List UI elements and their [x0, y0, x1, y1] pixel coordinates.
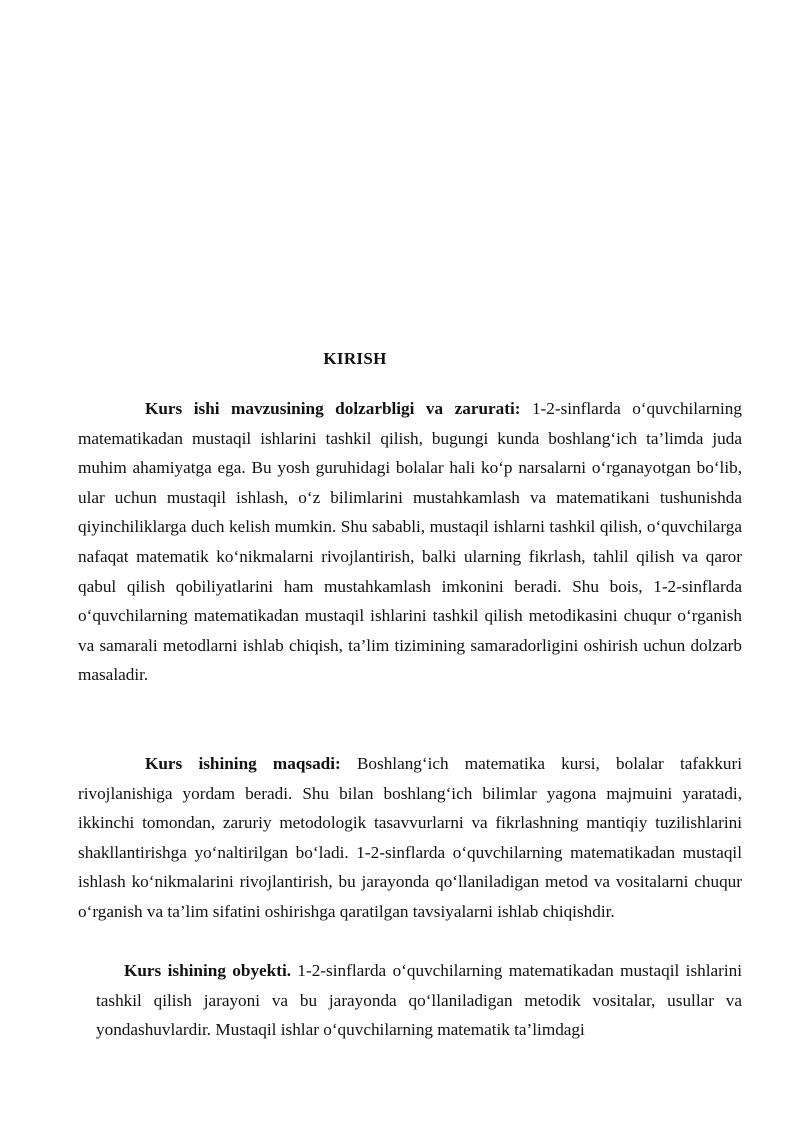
paragraph-goal: [78, 749, 742, 927]
paragraph-heading: Kurs ishi mavzusining dolzarbligi va zarurati:: [145, 399, 521, 418]
paragraph-object: [96, 956, 742, 1045]
section-title: KIRISH: [323, 349, 387, 368]
paragraph-text: 1-2-sinflarda o‘quvchilarning matematikadan mustaqil ishlarini tashkil qilish, bugungi kunda boshlang‘ich ta’limda juda muhim ahamiyatga ega. Bu yosh guruhidagi bolalar hali ko‘p narsalarni o‘rganayotgan bo‘lib, ular uchun mustaqil ishlash, o‘z bilimlarini mustahkamlash va matematikani tushunishda qiyinchiliklarga duch kelish mumkin. Shu sababli, mustaqil ishlarni tashkil qilish, o‘quvchilarga nafaqat matematik ko‘nikmalarni rivojlantirish, balki ularning fikrlash, tahlil qilish va qaror qabul qilish qobiliyatlarini ham mustahkamlash imkonini beradi. Shu bois, 1-2-sinflarda o‘quvchilarning matematikadan mustaqil ishlarini tashkil qilish metodikasini chuqur o‘rganish va samarali metodlarni ishlab chiqish, ta’lim tizimining samaradorligini oshirish uchun dolzarb masaladir.: [78, 399, 742, 685]
paragraph-heading: Kurs ishining obyekti.: [124, 961, 292, 980]
paragraph-text: 1-2-sinflarda o‘quvchilarning matematikadan mustaqil ishlarini tashkil qilish jarayoni va bu jarayonda qo‘llaniladigan metodik vositalar, usullar va yondashuvlardir. Mustaqil ishlar o‘quvchilarning matematik ta’limdagi: [96, 961, 743, 1040]
paragraph-relevance: [78, 394, 742, 690]
paragraph-text: Boshlang‘ich matematika kursi, bolalar tafakkuri rivojlanishiga yordam beradi. Shu bilan boshlang‘ich bilimlar yagona majmuini yaratadi, ikkinchi tomondan, zaruriy metodologik tasavvurlarni va fikrlashning mantiqiy tuzilishlarini shakllantirishga yo‘naltirilgan bo‘ladi. 1-2-sinflarda o‘quvchilarning matematikadan mustaqil ishlash ko‘nikmalarini rivojlantirish, bu jarayonda qo‘llaniladigan metod va vositalarni chuqur o‘rganish va ta’lim sifatini oshirishga qaratilgan tavsiyalarni ishlab chiqishdir.: [78, 754, 742, 921]
paragraph-heading: Kurs ishining maqsadi:: [145, 754, 341, 773]
